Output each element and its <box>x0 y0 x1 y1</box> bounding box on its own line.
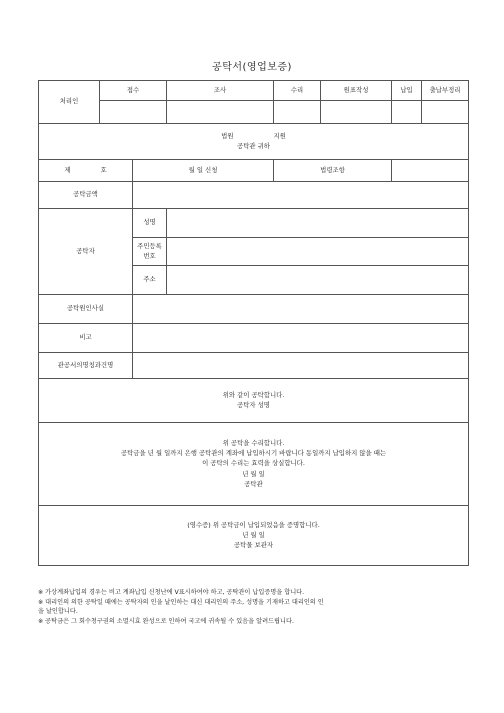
acceptance-block <box>39 423 469 506</box>
page-title: 공탁서(영업보증) <box>212 62 292 73</box>
case-ho: 호 <box>100 165 107 174</box>
cause-value[interactable] <box>133 295 469 324</box>
receipt-date: 년 월 일 <box>242 530 265 539</box>
note-item: ※ 대리인의 의한 공탁일 때에는 공탁자의 인을 날인하는 대신 대리인의 주소, 성명을 기재하고 대리인의 인 <box>38 598 324 606</box>
acceptance-date: 년 월 일 <box>242 469 265 478</box>
branch-label: 지원 <box>273 131 286 140</box>
address-value[interactable] <box>167 266 469 295</box>
acceptance-line1: 위 공탁을 수리합니다. <box>222 438 285 447</box>
addressee: 공탁관 귀하 <box>237 142 270 150</box>
cell-receipt[interactable] <box>100 101 167 124</box>
notes <box>38 588 468 626</box>
case-je: 제 <box>64 165 71 174</box>
receipt-keeper: 공탁물 보관자 <box>233 541 274 550</box>
apply-date-cell[interactable]: 월 일 신청 <box>133 160 274 182</box>
name-value[interactable] <box>167 209 469 238</box>
col-payment: 납입 <box>392 81 422 101</box>
col-receipt: 접수 <box>100 81 167 101</box>
processing-label: 처리인 <box>39 81 100 124</box>
col-accept: 수리 <box>274 81 321 101</box>
receipt-block <box>39 506 469 566</box>
address-label: 주소 <box>133 266 167 295</box>
cell-investigate[interactable] <box>167 101 274 124</box>
law-label: 법령조항 <box>274 160 392 182</box>
col-investigate: 조사 <box>167 81 274 101</box>
receipt-line1: (영수증) 위 공탁금이 납입되었음을 증명합니다. <box>187 520 320 529</box>
declaration-line2: 공탁자 성명 <box>237 401 270 409</box>
id-label: 주민등록번호 <box>133 238 167 266</box>
cell-payment[interactable] <box>392 101 422 124</box>
law-value[interactable] <box>392 160 469 182</box>
deposit-form <box>38 80 469 566</box>
note-item: 을 날인합니다. <box>38 608 78 616</box>
note-item: ※ 공탁금은 그 회수청구권의 소멸시효 완성으로 인하여 국고에 귀속될 수 있음을 알려드립니다. <box>38 617 294 625</box>
acceptance-line3: 이 공탁의 수리는 효력을 상실합니다. <box>202 459 305 468</box>
note-item: ※ 가상계좌납입의 경우는 비고 계좌납입 신청난에 V표시하여야 하고, 공탁관이 납입증명을 합니다. <box>38 589 305 596</box>
amount-value[interactable] <box>133 182 469 209</box>
col-cashbook: 출납부정리 <box>422 81 469 101</box>
office-value[interactable] <box>133 353 469 379</box>
cell-accept[interactable] <box>274 101 321 124</box>
court-block <box>39 124 469 160</box>
office-label: 관공서의명칭과건명 <box>39 353 133 379</box>
declaration-line1: 위와 같이 공탁합니다. <box>222 390 285 399</box>
amount-label: 공탁금액 <box>39 182 133 209</box>
remarks-value[interactable] <box>133 324 469 353</box>
cell-ledger[interactable] <box>321 101 392 124</box>
declaration-block <box>39 379 469 423</box>
col-ledger: 원표작성 <box>321 81 392 101</box>
case-number-cell[interactable] <box>39 160 133 182</box>
cell-cashbook[interactable] <box>422 101 469 124</box>
id-value[interactable] <box>167 238 469 266</box>
depositor-label: 공탁자 <box>39 209 133 295</box>
acceptance-officer: 공탁관 <box>244 479 263 488</box>
cause-label: 공탁원인사실 <box>39 295 133 324</box>
acceptance-line2: 공탁금을 년 월 일까지 은행 공탁관의 계좌에 납입하시기 바랍니다 동일까지 납입하지 않을 때는 <box>120 449 387 458</box>
remarks-label: 비고 <box>39 324 133 353</box>
court-label: 법원 <box>221 131 234 140</box>
name-label: 성명 <box>133 209 167 238</box>
